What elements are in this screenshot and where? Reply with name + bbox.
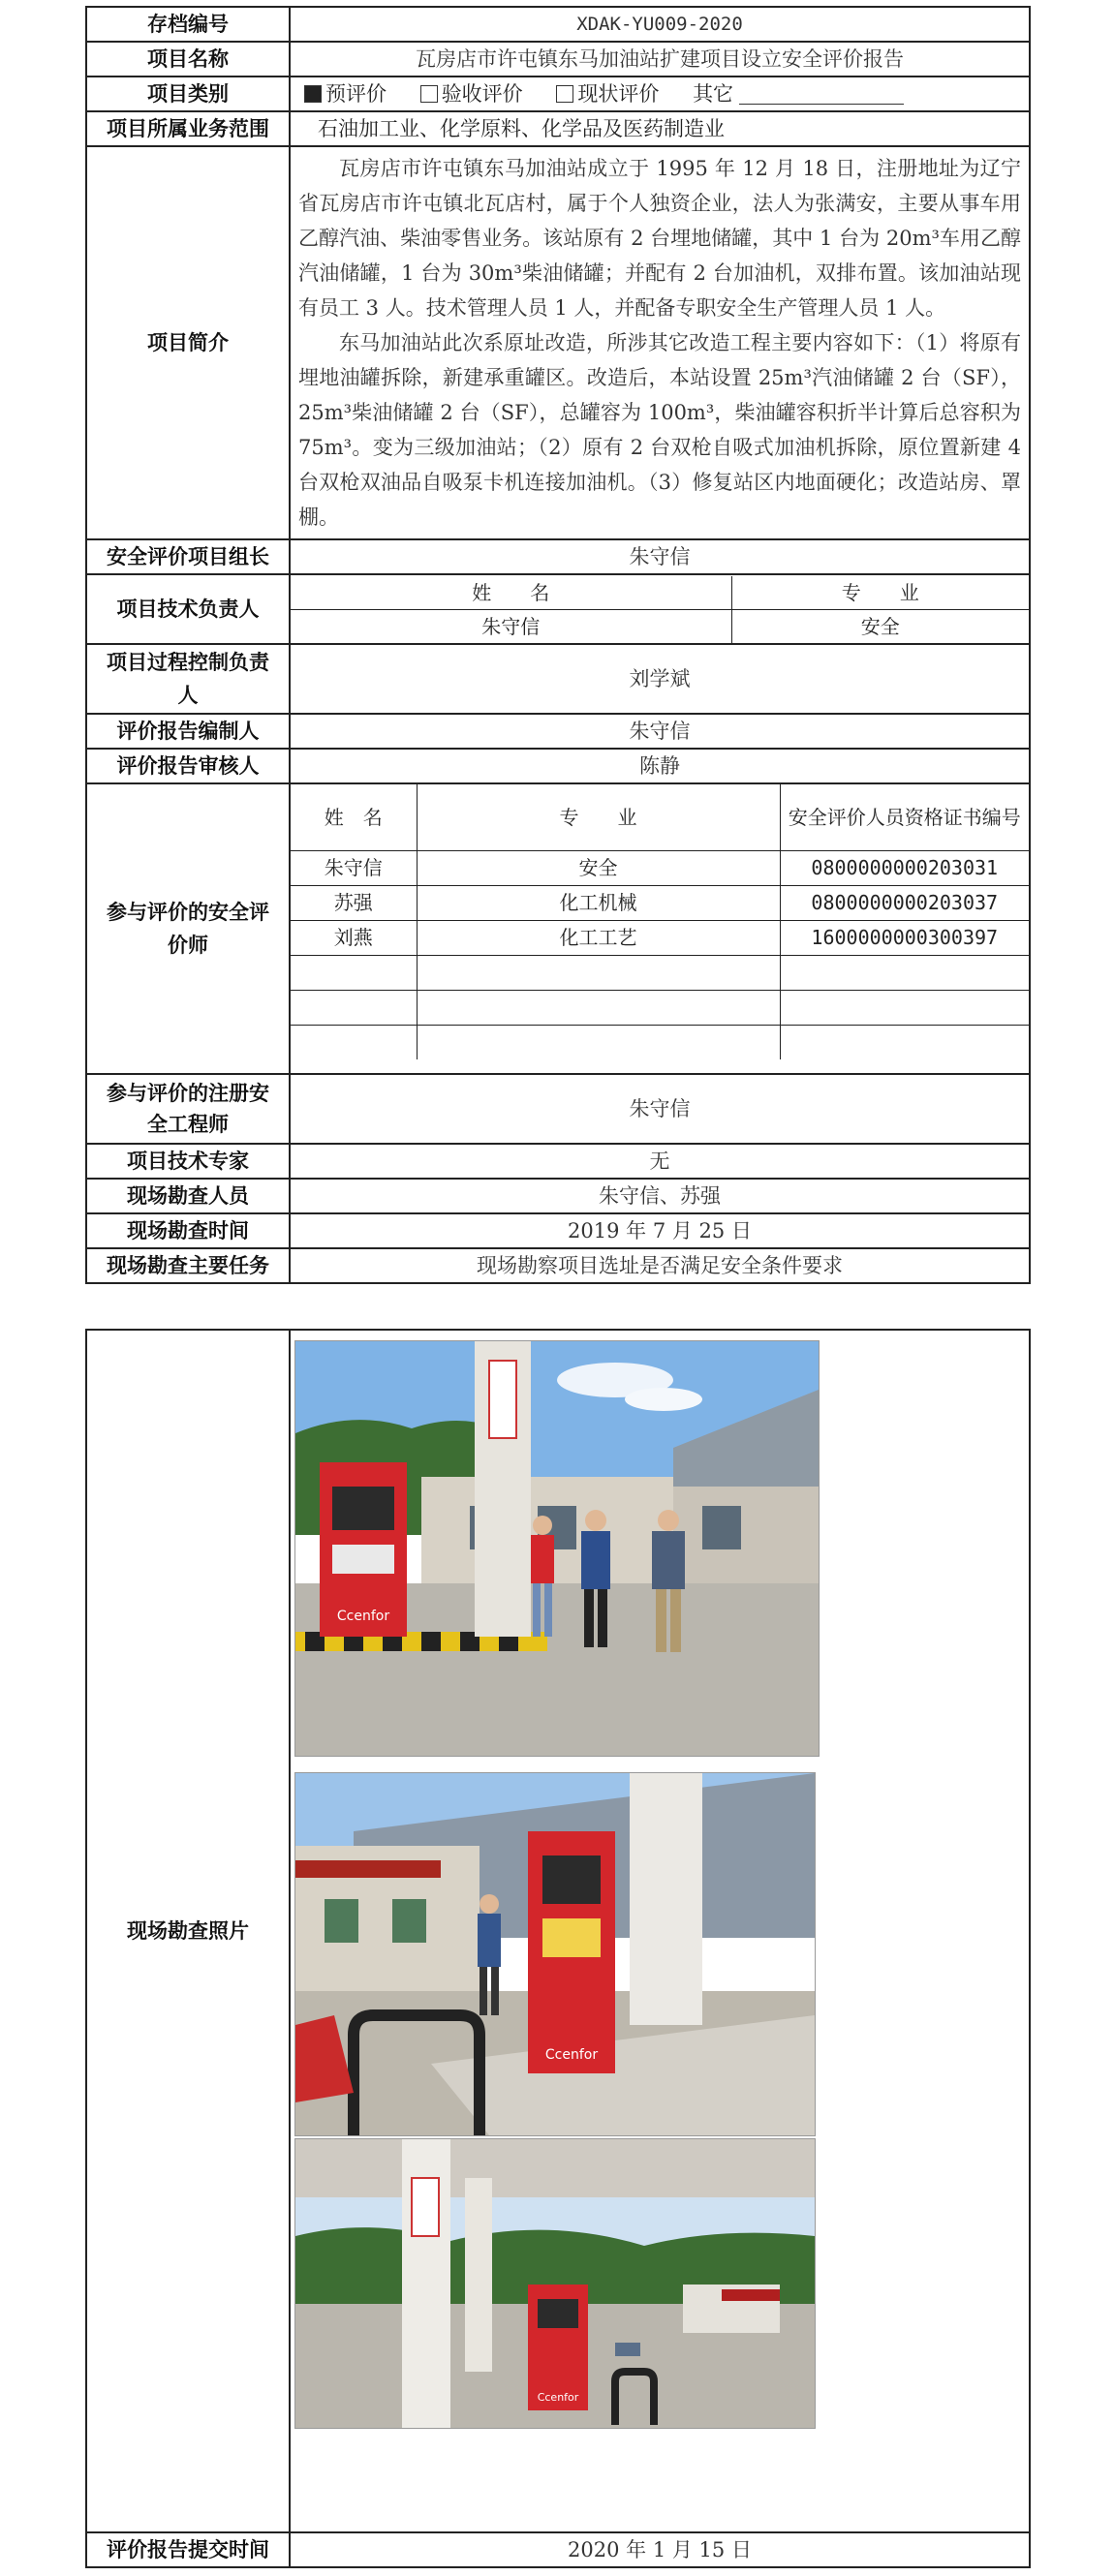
- process-control-value: 刘学斌: [290, 644, 1030, 714]
- photo-2-image: [295, 1773, 815, 2135]
- submit-value: 2020 年 1 月 15 日: [290, 2532, 1030, 2567]
- evaluator-name: 刘燕: [291, 920, 417, 955]
- site-photo-3: [294, 2138, 816, 2429]
- option-other: 其它: [693, 82, 904, 106]
- safety-engineer-label: 参与评价的注册安全工程师: [86, 1074, 290, 1144]
- info-table: [85, 6, 1031, 1284]
- submit-label: 评价报告提交时间: [86, 2532, 290, 2567]
- evaluator-cert: 0800000000203037: [780, 885, 1029, 920]
- svg-text:Ccenfor: Ccenfor: [537, 2391, 579, 2404]
- tech-lead-cell: [290, 574, 1030, 644]
- evaluator-empty-row: [291, 990, 1029, 1025]
- report-reviewer-value: 陈静: [290, 749, 1030, 783]
- safety-engineer-value: 朱守信: [290, 1074, 1030, 1144]
- tech-lead-major-header: 专 业: [731, 576, 1029, 610]
- tech-lead-name-header: 姓 名: [291, 576, 731, 610]
- tech-expert-label: 项目技术专家: [86, 1144, 290, 1179]
- evaluator-name: 朱守信: [291, 850, 417, 885]
- checkbox-checked-icon: [304, 85, 322, 103]
- photos-label: 现场勘查照片: [86, 1330, 290, 2532]
- checkbox-empty-icon: [556, 85, 573, 103]
- site-photo-2: [294, 1772, 816, 2136]
- process-control-label: 项目过程控制负责人: [86, 644, 290, 714]
- site-task-label: 现场勘查主要任务: [86, 1248, 290, 1283]
- evaluators-label: 参与评价的安全评价师: [86, 783, 290, 1074]
- photo-3-image: [295, 2139, 815, 2428]
- project-type-options: [290, 77, 1030, 111]
- photos-cell: [290, 1330, 1030, 2532]
- evaluator-major-header: 专 业: [417, 784, 780, 850]
- summary-paragraph-1: 瓦房店市许屯镇东马加油站成立于 1995 年 12 月 18 日，注册地址为辽宁省瓦房店市许屯镇北瓦店村，属于个人独资企业，法人为张满安，主要从事车用乙醇汽油、柴油零售业务。该站原有 2 台埋地储罐，其中 1 台为 20m³车用乙醇汽油储罐，1 台为 30m³柴油储罐；并配有 2 台加油机，双排布置。该加油站现有员工 3 人。技术管理人员 1 人，并配备专职安全生产管理人员 1 人。: [298, 157, 1021, 320]
- evaluator-name-header: 姓 名: [291, 784, 417, 850]
- evaluator-major: 化工工艺: [417, 920, 780, 955]
- svg-text:Ccenfor: Ccenfor: [544, 2047, 599, 2063]
- tech-lead-name: 朱守信: [291, 609, 731, 643]
- project-type-label: 项目类别: [86, 77, 290, 111]
- tech-lead-major: 安全: [731, 609, 1029, 643]
- summary-paragraph-2: 东马加油站此次系原址改造，所涉其它改造工程主要内容如下：（1）将原有埋地油罐拆除，新建承重罐区。改造后，本站设置 25m³汽油储罐 2 台（SF），25m³柴油储罐 2 台（SF），总罐容为 100m³，柴油罐容积折半计算后总容积为 75m³。变为三级加油站；（2）原有 2 台双枪自吸式加油机拆除，原位置新建 4 台双枪双油品自吸泵卡机连接加油机。（3）修复站区内地面硬化；改造站房、罩棚。: [298, 331, 1021, 529]
- evaluator-empty-row: [291, 1025, 1029, 1059]
- option-status-evaluation[interactable]: 现状评价: [556, 82, 659, 106]
- team-leader-label: 安全评价项目组长: [86, 539, 290, 574]
- evaluator-major: 化工机械: [417, 885, 780, 920]
- project-name-label: 项目名称: [86, 42, 290, 77]
- site-time-value: 2019 年 7 月 25 日: [290, 1213, 1030, 1248]
- summary-label: 项目简介: [86, 146, 290, 539]
- evaluator-major: 安全: [417, 850, 780, 885]
- evaluators-table: [291, 784, 1029, 1059]
- archive-value: XDAK-YU009-2020: [290, 7, 1030, 42]
- tech-lead-label: 项目技术负责人: [86, 574, 290, 644]
- report-author-value: 朱守信: [290, 714, 1030, 749]
- evaluator-empty-row: [291, 955, 1029, 990]
- evaluator-cert: 1600000000300397: [780, 920, 1029, 955]
- option-pre-evaluation[interactable]: 预评价: [304, 82, 387, 106]
- business-scope-value: 石油加工业、化学原料、化学品及医药制造业: [290, 111, 1030, 146]
- site-staff-value: 朱守信、苏强: [290, 1179, 1030, 1213]
- report-reviewer-label: 评价报告审核人: [86, 749, 290, 783]
- project-name-value: 瓦房店市许屯镇东马加油站扩建项目设立安全评价报告: [290, 42, 1030, 77]
- tech-expert-value: 无: [290, 1144, 1030, 1179]
- photo-1-image: [295, 1341, 819, 1756]
- other-blank-line: [739, 82, 904, 105]
- option-acceptance-evaluation[interactable]: 验收评价: [420, 82, 523, 106]
- site-task-value: 现场勘察项目选址是否满足安全条件要求: [290, 1248, 1030, 1283]
- site-photo-1: [294, 1340, 820, 1757]
- photo-table: [85, 1329, 1031, 2568]
- site-time-label: 现场勘查时间: [86, 1213, 290, 1248]
- business-scope-label: 项目所属业务范围: [86, 111, 290, 146]
- summary-text: [290, 146, 1030, 539]
- site-staff-label: 现场勘查人员: [86, 1179, 290, 1213]
- archive-label: 存档编号: [86, 7, 290, 42]
- svg-text:Ccenfor: Ccenfor: [336, 1609, 390, 1624]
- evaluators-cell: [290, 783, 1030, 1074]
- evaluator-cert: 0800000000203031: [780, 850, 1029, 885]
- tech-lead-table: [291, 576, 1029, 643]
- checkbox-empty-icon: [420, 85, 438, 103]
- evaluator-cert-header: 安全评价人员资格证书编号: [780, 784, 1029, 850]
- report-author-label: 评价报告编制人: [86, 714, 290, 749]
- team-leader-value: 朱守信: [290, 539, 1030, 574]
- evaluator-name: 苏强: [291, 885, 417, 920]
